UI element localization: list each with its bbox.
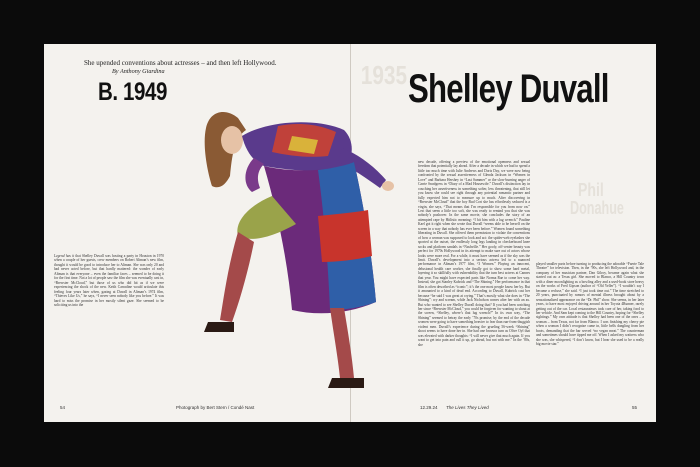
section-name: The Lives They Lived	[446, 405, 489, 410]
right-body-column: played smaller parts before turning to producing the adorable “Faerie Tale Theatre” for television. Then, in the ’90s, she left Hollywood and, in the company of her musician partner, Dan Gilroy, became again what she started out as: a Texas girl. She moved to Blanco, a Hill Country town with a diner moonlighting as a bowling alley and a used-book store heavy on the works of Fred Gipson (author of “Old Yeller”). “I wouldn’t say I became a recluse,” she said. “I just took time out.” The time stretched to 20 years, punctuated by rumors of mental illness brought about by a sensationalized appearance on the “Dr. Phil” show. She seems, in her later years, to have most enjoyed driving around in her Toyota 4Runner, rarely getting out of the car. Local restaurateurs took care of her, taking food to her vehicle. And Sam kept coming to the Hill Country, hoping for “Shelley sightings.” My own attitude is that Shelley had been one of the ones – a woman – from Texas, not far from Blanco. I was finishing my cherry pie when a woman I didn’t recognize came in, little bells dangling from her boots, demanding that the bar served “no vegan meat.” The counterman and sometimes should have tipped me off. When I asked my waitress who she was, she whispered, “I don’t know, but I hear she used to be a really big movie star.”	[536, 262, 644, 347]
boot-left	[220, 232, 254, 322]
article-title: Shelley Duvall	[408, 67, 609, 111]
portrait-photo	[168, 96, 418, 412]
column-lede: Legend has it	[54, 254, 75, 258]
left-body-column	[54, 254, 164, 416]
middle-body-column: new decade, offering a preview of the emotional openness and sexual freedom that potentially lay ahead. After a decade in which we had to spend a little too much time with Julie Andrews and Doris Day, we were now being confronted by the sexual assertiveness of Glenda Jackson in “Women in Love” and Barbara Hershey in “Last Summer” or the slow-burning anger of Carrie Snodgress in “Diary of a Mad Housewife.” Duvall’s distinction lay in couching her assertiveness in something softer, less threatening, that still let you know she could see right through any potential romantic partner and fully expected him not to measure up to much. After discovering in “Brewster McCloud” that the boy Bud Cort she has effortlessly seduced is a virgin, she says, “That means that I’m responsible for you from now on.” Lest that seem a little too soft, she was ready to remind you that she was nobody’s pushover. In the same movie, she concludes the story of an attempted rape by Hitlistic meaning: “I hit him with a lug wrench.” Pauline Kael got it right when she wrote that Duvall “seems able to be herself on the screen in a way that nobody has ever been before.” Women found something liberating in Duvall. She offered them permission to violate the conventions of how a woman was supposed to look and act: the spider-web eyelashes she sported at the outset, the endlessly long legs landing in checkerboard knee socks and platform sandals in “Nashville.” Her goofy, off-center beauty was perfect for 1970s Hollywood in its attempt to make sure out of actors whose looks were more real. For a while, it must have seemed as if the sky was the limit. Duvall’s development into a serious actress led to a nuanced performance in Altman’s 1977 film, “3 Women.” Playing an innocent, delusional health care worker, she finally got to show some hard metal, layering it so skillfully with vulnerability that the turn best actress at Cannes that year. You might have expected parts like Norma Rae to come her way. Instead, she got Stanley Kubrick and “The Shining.” Her performance in that film is often described as “iconic”; it’s the one most people know her by. But it amounted to a kind of dead end. According to Duvall, Kubrick cast her because “he said I was great at crying.” That’s mostly what she does in “The Shining”: cry and scream, while Jack Nicholson comes after her with an ax. But who wanted to see Shelley Duvall doing that? If you had been watching her since “Brewster McCloud,” you could be forgiven for wanting to shout at the screen, “Shelley, where’s that lug wrench?” In its own way, “The Shining” seemed to betray the early ’70s promise; by the end of the decade women were going to have something heavier to fear than run-from-thuggish violent men. Duvall’s experience during the grueling 56-week “Shining” shoot seems to have done her in. She had one bravura turn as Olive Oyl that was elevated with darker thoughts: “I will never give that much again. If you want to get into pain and cull it up, go ahead, but not with me.” In the ’80s, she	[418, 160, 530, 347]
birth-year-heading: B. 1949	[98, 78, 167, 106]
face-shape	[221, 126, 243, 154]
photo-credit: Photograph by Bert Stern / Condé Nast	[176, 405, 255, 410]
left-page-number: 54	[60, 405, 66, 410]
ghost-name-1: Phil	[578, 180, 604, 200]
issue-date: 12.29.24	[420, 405, 438, 410]
ghost-name-2: Donahue	[570, 198, 624, 218]
article-byline: By Anthony Giardina	[112, 68, 165, 75]
left-column-text: that Shelley Duvall was hosting a party in Houston in 1970 when a couple of her guests, crew members on Robert Altman’s new film, thought it would be good to introduce her to Altman. She was only 20 and had never acted before, but that hardly mattered: the wonder of early Altman is that everyone – even the familiar faces – seemed to be doing it for the first time. Not a lot of people saw the film she was eventually cast in, “Brewster McCloud,” but those of us who did hit as if we were experiencing the shock of the new. Keith Carradine would articulate this feeling four years later when, gazing at Duvall in Altman’s 1974 film, “Thieves Like Us,” he says, “I never seen nobody like you before.” It was hard to miss the promise in her mostly silent gaze. She seemed to be soliciting us into the	[54, 254, 164, 307]
boot-right	[330, 308, 354, 378]
ghost-year-1: 1935	[360, 60, 408, 90]
right-page-number: 55	[632, 405, 638, 410]
article-dek: She upended conventions about actresses – and then left Hollywood.	[84, 59, 277, 67]
